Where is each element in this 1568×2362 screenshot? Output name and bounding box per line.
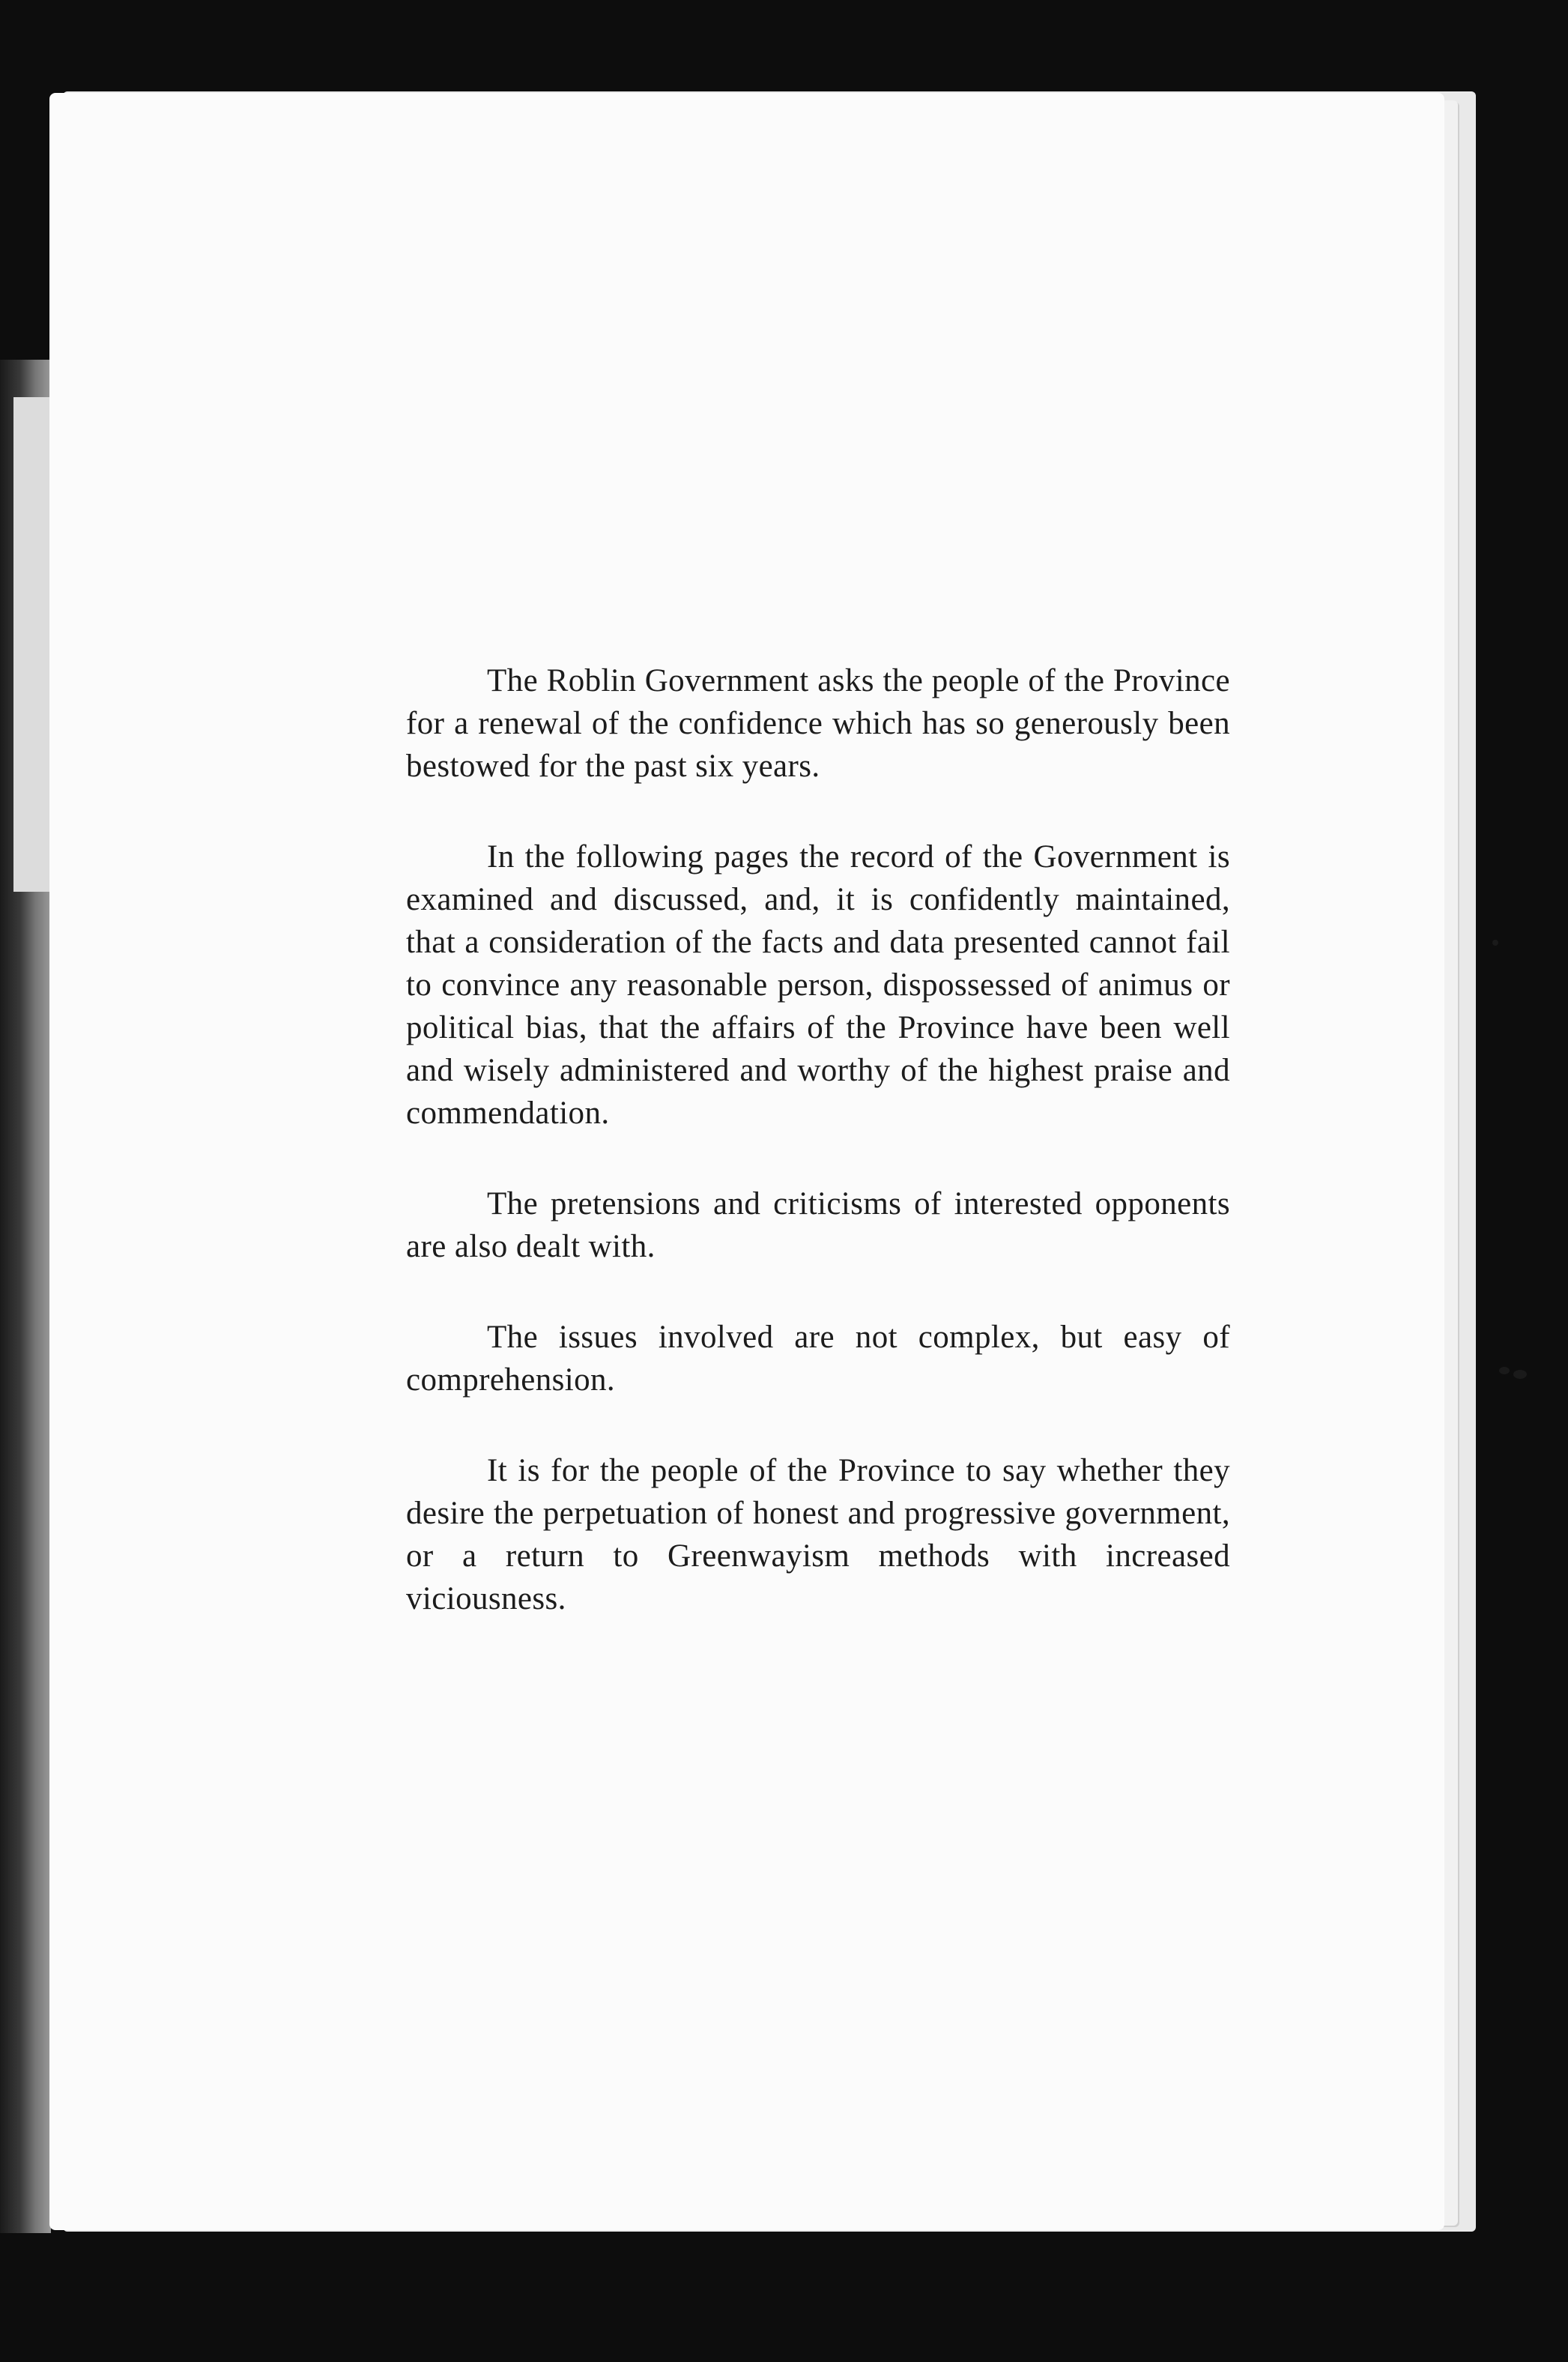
paragraph-closing: It is for the people of the Province to say whether they desire the perpetuation of honest and progressive government, or a return to Greenwayism methods with increased viciousness.	[406, 1453, 1230, 1616]
binding-tab	[13, 397, 54, 892]
scan-speck	[1492, 940, 1498, 946]
scan-speck	[1499, 1367, 1510, 1374]
scan-speck	[1513, 1370, 1527, 1379]
paragraph-record: In the following pages the record of the Government is examined and discussed, and, it is confidently maintained, that a consideration of the facts and data presented cannot fail to convince any reasonable person, dispossessed of animus or political bias, that the affairs of the Province have been well and wisely administered and worthy of the highest praise and commendation.	[406, 839, 1230, 1131]
body-text	[406, 659, 1230, 1668]
paragraph-opponents: The pretensions and criticisms of interested opponents are also dealt with.	[406, 1186, 1230, 1264]
paragraph-intro: The Roblin Government asks the people of the Province for a renewal of the confidence which has so generously been bestowed for the past six years.	[406, 663, 1230, 784]
paragraph-issues: The issues involved are not complex, but easy of comprehension.	[406, 1320, 1230, 1398]
